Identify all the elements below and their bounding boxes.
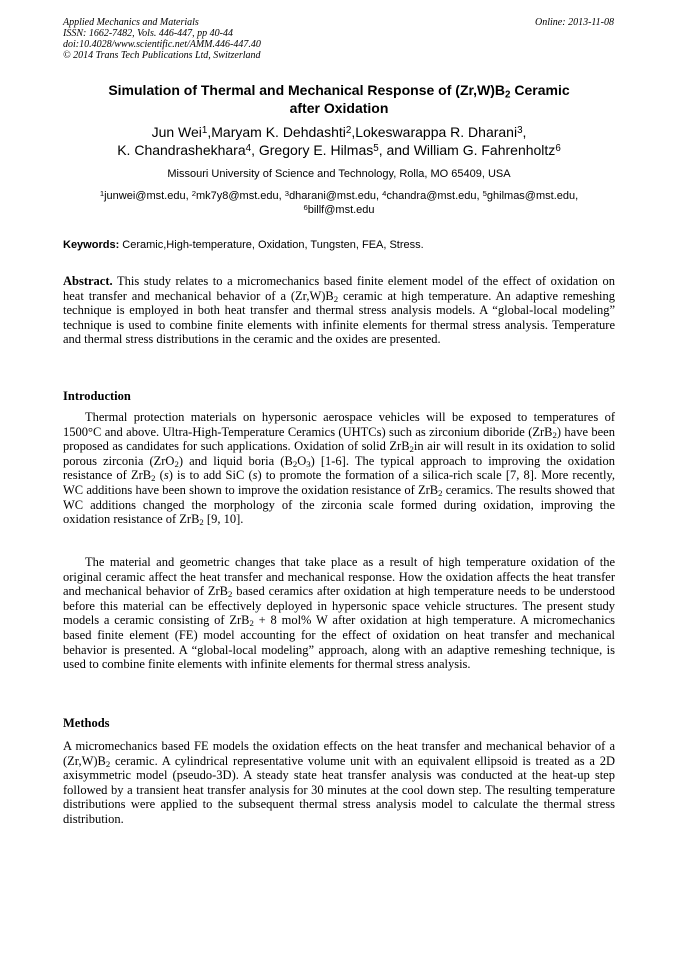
online-date: Online: 2013-11-08 xyxy=(535,17,614,28)
methods-heading: Methods xyxy=(63,716,110,730)
copyright-line: © 2014 Trans Tech Publications Ltd, Switzerland xyxy=(63,50,261,61)
author-list: Jun Wei$^1$,Maryam K. Dehdashti$^2$,Lokeswarappa R. Dharani$^3$, K. Chandrashekhara$^4$, Gregory E. Hilmas$^5$, and William G. Fahrenholtz$^6$ xyxy=(117,124,561,158)
keywords-text: Ceramic,High-temperature, Oxidation, Tungsten, FEA, Stress. xyxy=(119,239,424,251)
introduction-heading: Introduction xyxy=(63,389,131,403)
affiliation: Missouri University of Science and Technology, Rolla, MO 65409, USA xyxy=(167,168,511,180)
doi-line: doi:10.4028/www.scientific.net/AMM.446-447.40 xyxy=(63,39,261,50)
abstract-paragraph: Abstract. This study relates to a micromechanics based finite element model of the effect of oxidation on heat transfer and mechanical behavior of a $(Zr,W)B_2$ ceramic at high temperature. An adaptive remeshing technique is employed in both heat transfer and thermal stress analysis models. A “global-local modeling” technique is used to combine finite elements with infinite elements for thermal stress analysis. Temperature and thermal stress distributions in the ceramic and the oxides are presented. xyxy=(63,274,615,347)
keywords xyxy=(63,238,615,252)
introduction-paragraph-2: The material and geometric changes that take place as a result of high temperature oxidation of the original ceramic affect the heat transfer and mechanical response. How the oxidation affects the heat transfer and mechanical behavior of ZrB$_2$ based ceramics after oxidation at high temperature needs to be understood before this material can be effectively deployed in hypersonic space vehicle structures. The present study models a ceramic consisting of ZrB$_2$ + 8 mol% W after oxidation at high temperature. A micromechanics based finite element (FE) model accounting for the effect of oxidation on heat transfer and mechanical behavior is presented. A “global-local modeling” approach, along with an adaptive remeshing technique, is used to combine finite elements with infinite elements for thermal stress analysis. xyxy=(63,555,615,672)
author-emails: $^1$junwei@mst.edu, $^2$mk7y8@mst.edu, $^3$dharani@mst.edu, $^4$chandra@mst.edu, $^5$ghilmas@mst.edu, $^6$billf@mst.edu xyxy=(99,188,579,216)
journal-header xyxy=(63,17,261,61)
introduction-paragraph-1: Thermal protection materials on hypersonic aerospace vehicles will be exposed to temperatures of 1500°C and above. Ultra-High-Temperature Ceramics (UHTCs) such as zirconium diboride (ZrB$_2$) have been proposed as candidates for such applications. Oxidation of solid ZrB$_2$in air will result in its oxidation to solid porous zirconia (ZrO$_2$) and liquid boria $(B_2O_3)$ [1-6]. The typical approach to improving the oxidation resistance of ZrB$_2$ (s) is to add SiC (s) to promote the formation of a silica-rich scale [7, 8]. More recently, WC additions have been shown to improve the oxidation resistance of ZrB$_2$ ceramics. The results showed that WC additions changed the morphology of the zirconia scale formed during oxidation, improving the oxidation resistance of ZrB$_2$ [9, 10]. xyxy=(63,410,615,528)
abstract-label: Abstract. xyxy=(63,274,113,288)
keywords-label: Keywords: xyxy=(63,239,120,251)
issn-line: ISSN: 1662-7482, Vols. 446-447, pp 40-44 xyxy=(63,28,233,39)
methods-paragraph-1: A micromechanics based FE models the oxidation effects on the heat transfer and mechanical behavior of a $(Zr,W)B_2$ ceramic. A cylindrical representative volume unit with an equivalent ellipsoid is treated as a 2D axisymmetric model (pseudo-3D). A steady state heat transfer analysis was conducted at the heat-up step followed by a transient heat transfer analysis for 30 minutes at the cool down step. The resulting temperature distributions were applied to the subsequent thermal stress analysis model to calculate the thermal stress distribution. xyxy=(63,739,615,826)
journal-name: Applied Mechanics and Materials xyxy=(63,17,199,28)
paper-title: Simulation of Thermal and Mechanical Response of $(Zr,W)B_2$ Ceramic after Oxidation xyxy=(108,82,570,116)
